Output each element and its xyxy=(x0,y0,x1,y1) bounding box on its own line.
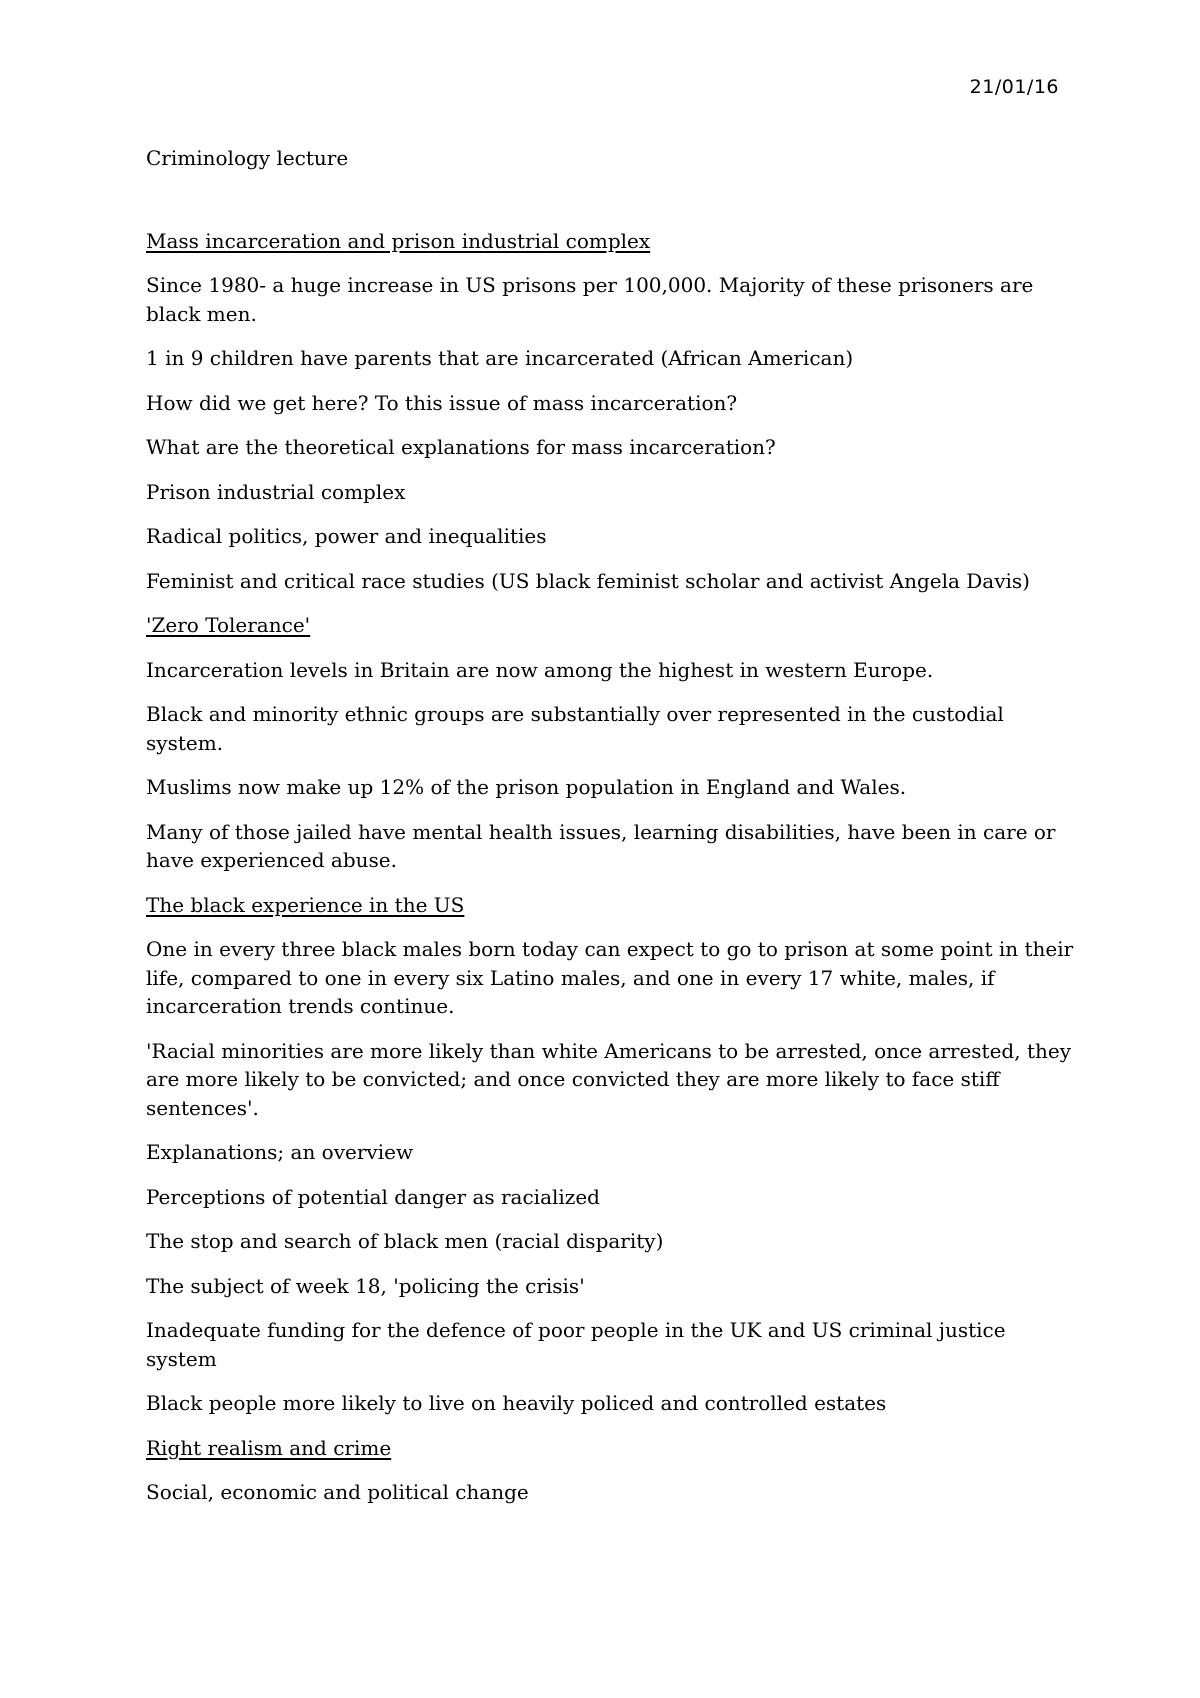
paragraph: The subject of week 18, 'policing the crisis' xyxy=(146,1273,585,1298)
paragraph: 1 in 9 children have parents that are incarcerated (African American) xyxy=(146,346,854,370)
paragraph: 'Racial minorities are more likely than white Americans to be arrested, once arrested, they are more likely to be convicted; and once convicted they are more likely to face stiff sentences'. xyxy=(146,1038,1071,1120)
section-heading: Right realism and crime xyxy=(146,1435,392,1460)
paragraph: Many of those jailed have mental health issues, learning disabilities, have been in care or have experienced abuse. xyxy=(146,819,1056,872)
section-heading: Mass incarceration and prison industrial complex xyxy=(146,228,651,253)
paragraph: Black people more likely to live on heavily policed and controlled estates xyxy=(146,1391,887,1415)
paragraph: One in every three black males born today can expect to go to prison at some point in their life, compared to one in every six Latino males, and one in every 17 white, males, if incarceration trends continue. xyxy=(146,937,1074,1018)
section-heading: 'Zero Tolerance' xyxy=(146,613,311,637)
paragraph: Feminist and critical race studies (US black feminist scholar and activist Angela Davis) xyxy=(146,568,1030,593)
paragraph: Prison industrial complex xyxy=(146,479,406,504)
document-title: Criminology lecture xyxy=(146,146,349,170)
paragraph: Since 1980- a huge increase in US prisons per 100,000. Majority of these prisoners are black men. xyxy=(146,273,1034,326)
paragraph: Incarceration levels in Britain are now among the highest in western Europe. xyxy=(146,657,934,682)
paragraph: How did we get here? To this issue of mass incarceration? xyxy=(146,390,738,415)
document-body xyxy=(146,144,1076,1523)
paragraph: What are the theoretical explanations for mass incarceration? xyxy=(146,435,776,459)
paragraph: Perceptions of potential danger as racialized xyxy=(146,1184,600,1209)
paragraph: The stop and search of black men (racial disparity) xyxy=(146,1229,664,1253)
document-date: 21/01/16 xyxy=(969,76,1059,98)
paragraph-list xyxy=(146,227,1076,1507)
paragraph: Black and minority ethnic groups are substantially over represented in the custodial system. xyxy=(146,702,1004,755)
paragraph: Explanations; an overview xyxy=(146,1140,414,1164)
section-heading: The black experience in the US xyxy=(146,892,465,917)
paragraph: Radical politics, power and inequalities xyxy=(146,524,547,548)
paragraph: Social, economic and political change xyxy=(146,1480,529,1504)
paragraph: Muslims now make up 12% of the prison population in England and Wales. xyxy=(146,775,907,799)
paragraph: Inadequate funding for the defence of poor people in the UK and US criminal justice system xyxy=(146,1318,1006,1371)
